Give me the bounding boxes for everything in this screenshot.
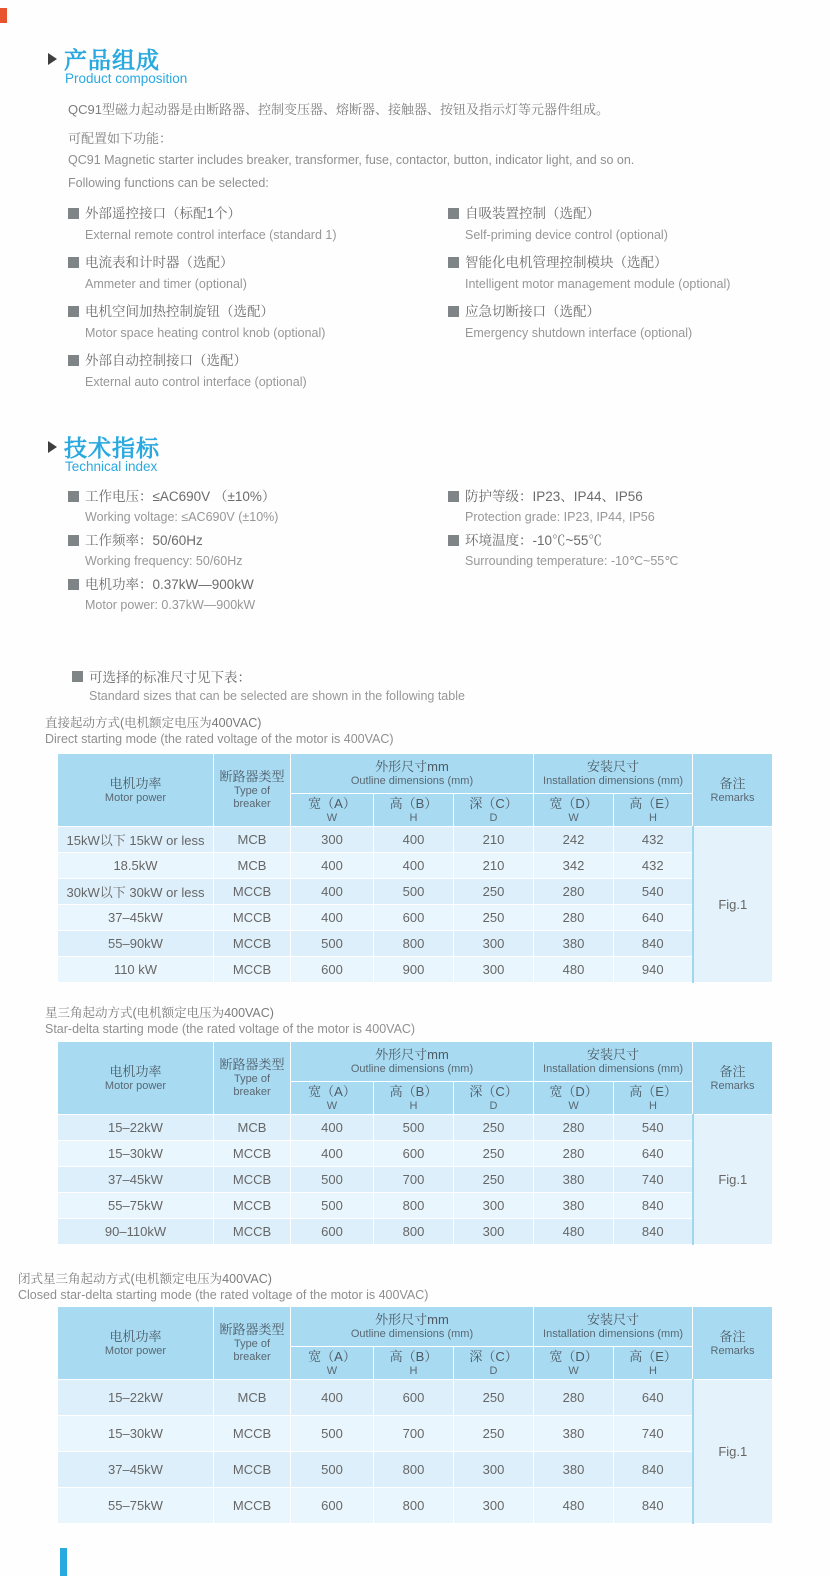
header-label-en: H — [409, 1364, 418, 1377]
installation-dimensions-header — [534, 754, 693, 794]
header-label-en: Remarks — [710, 1079, 755, 1092]
motor-power-cell: 37–45kW — [58, 905, 214, 931]
dimension-cell: 250 — [454, 1115, 534, 1141]
feature-item — [68, 303, 337, 343]
header-label-cn: 电机功率 — [109, 1328, 162, 1344]
square-bullet-icon — [68, 491, 79, 502]
square-bullet-icon — [68, 579, 79, 590]
header-label-cn: 安装尺寸 — [587, 759, 640, 774]
dimension-subheader — [534, 1347, 614, 1380]
header-label-cn: 高（E） — [629, 1348, 677, 1364]
dimension-cell: 250 — [454, 905, 534, 931]
header-label-en: D — [489, 1099, 498, 1112]
spec-item — [68, 486, 278, 528]
header-label-cn: 备注 — [719, 1328, 746, 1344]
dimension-cell: 400 — [291, 1141, 374, 1167]
motor-power-header — [58, 754, 214, 827]
breaker-type-cell: MCCB — [214, 905, 291, 931]
table-row — [58, 1141, 773, 1167]
dimension-cell: 400 — [374, 853, 454, 879]
header-label-cn: 高（E） — [629, 1083, 677, 1099]
dimension-cell: 640 — [614, 905, 693, 931]
remarks-header — [693, 1307, 773, 1380]
breaker-type-cell: MCCB — [214, 1452, 291, 1488]
table-header-row — [58, 754, 773, 794]
dimension-cell: 432 — [614, 827, 693, 853]
header-label-cn: 宽（A） — [308, 1083, 356, 1099]
motor-power-cell: 15–22kW — [58, 1115, 214, 1141]
dimension-cell: 740 — [614, 1167, 693, 1193]
header-label-en: Type of breaker — [233, 785, 271, 810]
header-label-en: Motor power — [104, 1344, 167, 1357]
dimension-cell: 380 — [534, 1452, 614, 1488]
spec-label-cn: 工作频率：50/60Hz — [85, 533, 203, 548]
breaker-type-cell: MCCB — [214, 879, 291, 905]
dimension-cell: 250 — [454, 879, 534, 905]
spec-item — [68, 574, 278, 616]
feature-label-en: Ammeter and timer (optional) — [85, 277, 247, 291]
dimension-cell: 400 — [291, 853, 374, 879]
header-label-en: W — [568, 811, 579, 824]
dimension-cell: 400 — [374, 827, 454, 853]
dimension-cell: 600 — [374, 1380, 454, 1416]
dimension-subheader — [454, 794, 534, 827]
dimension-cell: 300 — [454, 1219, 534, 1245]
header-label-en: D — [489, 1364, 498, 1377]
feature-label-en: Self-priming device control (optional) — [465, 228, 668, 242]
breaker-type-cell: MCCB — [214, 957, 291, 983]
dimension-subheader — [614, 794, 693, 827]
dimension-cell: 540 — [614, 879, 693, 905]
dimension-cell: 432 — [614, 853, 693, 879]
triangle-bullet-icon — [48, 441, 57, 453]
header-label-cn: 宽（D） — [549, 1083, 598, 1099]
dimension-cell: 840 — [614, 1193, 693, 1219]
motor-power-cell: 55–75kW — [58, 1488, 214, 1524]
header-label-en: W — [568, 1099, 579, 1112]
table-row — [58, 1416, 773, 1452]
dimension-cell: 480 — [534, 1488, 614, 1524]
dimension-cell: 600 — [374, 1141, 454, 1167]
header-label-cn: 深（C） — [469, 795, 518, 811]
breaker-type-cell: MCCB — [214, 1488, 291, 1524]
header-label-en: Installation dimensions (mm) — [543, 1063, 684, 1075]
header-label-cn: 外形尺寸mm — [375, 1312, 449, 1327]
header-label-en: H — [649, 811, 657, 824]
dimension-cell: 500 — [374, 879, 454, 905]
intro-paragraph2-cn: 可配置如下功能： — [68, 131, 173, 146]
installation-dimensions-header — [534, 1042, 693, 1082]
header-label-en: H — [409, 811, 418, 824]
header-label-en: W — [568, 1364, 579, 1377]
header-label-en: Remarks — [710, 1344, 755, 1357]
header-label-cn: 宽（A） — [308, 795, 356, 811]
dimension-cell: 500 — [374, 1115, 454, 1141]
table-row — [58, 853, 773, 879]
dimension-cell: 600 — [374, 905, 454, 931]
header-label-en: Outline dimensions (mm) — [350, 1063, 474, 1075]
dimension-cell: 400 — [291, 905, 374, 931]
header-label-cn: 断路器类型 — [219, 1322, 285, 1337]
page-bottom-mark — [60, 1548, 67, 1576]
header-label-cn: 高（B） — [389, 1083, 438, 1099]
spec-item — [68, 530, 278, 572]
header-label-en: Motor power — [104, 1079, 167, 1092]
dimension-cell: 540 — [614, 1115, 693, 1141]
dimension-cell: 300 — [454, 1488, 534, 1524]
outline-dimensions-header — [291, 1042, 534, 1082]
motor-power-cell: 15–30kW — [58, 1416, 214, 1452]
section-title-cn: 产品组成 — [64, 47, 160, 73]
breaker-type-cell: MCCB — [214, 1141, 291, 1167]
feature-item — [68, 352, 337, 392]
features-left-column — [68, 205, 337, 401]
motor-power-cell: 15–22kW — [58, 1380, 214, 1416]
feature-item — [448, 303, 730, 343]
motor-power-cell: 110 kW — [58, 957, 214, 983]
motor-power-cell: 55–75kW — [58, 1193, 214, 1219]
dimension-cell: 300 — [291, 827, 374, 853]
header-label-cn: 高（B） — [389, 1348, 438, 1364]
table1-caption-cn: 直接起动方式(电机额定电压为400VAC) — [45, 716, 262, 730]
dimension-cell: 380 — [534, 1193, 614, 1219]
square-bullet-icon — [68, 208, 79, 219]
header-label-cn: 安装尺寸 — [587, 1047, 640, 1062]
header-label-en: H — [649, 1099, 657, 1112]
header-label-cn: 宽（A） — [308, 1348, 356, 1364]
dimension-cell: 800 — [374, 1452, 454, 1488]
header-label-cn: 断路器类型 — [219, 769, 285, 784]
motor-power-header — [58, 1042, 214, 1115]
remarks-header — [693, 754, 773, 827]
intro-paragraph2-en: Following functions can be selected: — [68, 176, 269, 190]
table-row — [58, 1115, 773, 1141]
dimension-cell: 800 — [374, 1488, 454, 1524]
dimension-cell: 400 — [291, 879, 374, 905]
specs-left-column — [68, 486, 278, 618]
dimension-cell: 210 — [454, 827, 534, 853]
square-bullet-icon — [72, 671, 83, 682]
dimension-cell: 800 — [374, 1219, 454, 1245]
spec-item — [448, 486, 678, 528]
header-label-cn: 备注 — [719, 775, 746, 791]
header-label-en: W — [326, 1364, 338, 1377]
features-right-column — [448, 205, 730, 352]
dimension-subheader — [614, 1082, 693, 1115]
dimension-cell: 500 — [291, 1452, 374, 1488]
square-bullet-icon — [448, 306, 459, 317]
spec-item — [448, 530, 678, 572]
square-bullet-icon — [68, 257, 79, 268]
header-label-cn: 宽（D） — [549, 795, 598, 811]
dimension-cell: 250 — [454, 1380, 534, 1416]
breaker-type-cell: MCB — [214, 853, 291, 879]
motor-power-cell: 30kW以下 30kW or less — [58, 879, 214, 905]
breaker-type-header — [214, 1307, 291, 1380]
dimension-cell: 280 — [534, 1141, 614, 1167]
dimension-cell: 900 — [374, 957, 454, 983]
dimension-cell: 800 — [374, 1193, 454, 1219]
table2-caption-en: Star-delta starting mode (the rated voltage of the motor is 400VAC) — [45, 1022, 416, 1036]
dimension-cell: 280 — [534, 1115, 614, 1141]
motor-power-header — [58, 1307, 214, 1380]
dimension-cell: 700 — [374, 1416, 454, 1452]
standard-sizes-en: Standard sizes that can be selected are shown in the following table — [89, 689, 465, 703]
header-label-en: Motor power — [104, 791, 167, 804]
dimension-cell: 250 — [454, 1416, 534, 1452]
header-label-en: Installation dimensions (mm) — [543, 775, 684, 787]
dimension-cell: 210 — [454, 853, 534, 879]
dimension-cell: 280 — [534, 905, 614, 931]
header-label-cn: 电机功率 — [109, 1063, 162, 1079]
triangle-bullet-icon — [48, 53, 57, 65]
table-row — [58, 1452, 773, 1488]
remark-cell: Fig.1 — [693, 1115, 773, 1245]
header-label-en: Type of breaker — [233, 1338, 271, 1363]
breaker-type-header — [214, 754, 291, 827]
table-row — [58, 827, 773, 853]
dimension-cell: 380 — [534, 1167, 614, 1193]
feature-label-cn: 外部自动控制接口（选配） — [85, 353, 247, 368]
table-row — [58, 879, 773, 905]
header-label-en: D — [489, 811, 498, 824]
table3-caption-en: Closed star-delta starting mode (the rated voltage of the motor is 400VAC) — [18, 1288, 429, 1302]
star-delta-table — [57, 1041, 772, 1245]
dimension-cell: 500 — [291, 1193, 374, 1219]
dimension-cell: 840 — [614, 1219, 693, 1245]
header-label-en: H — [409, 1099, 418, 1112]
intro-paragraph-en: QC91 Magnetic starter includes breaker, transformer, fuse, contactor, button, indicator light, and so on. — [68, 153, 635, 167]
dimension-cell: 250 — [454, 1167, 534, 1193]
header-label-en: W — [326, 811, 338, 824]
feature-label-en: External auto control interface (optional) — [85, 375, 307, 389]
spec-label-en: Working voltage: ≤AC690V (±10%) — [85, 510, 279, 524]
motor-power-cell: 37–45kW — [58, 1167, 214, 1193]
header-label-cn: 高（B） — [389, 795, 438, 811]
dimension-subheader — [534, 794, 614, 827]
header-label-cn: 深（C） — [469, 1083, 518, 1099]
feature-label-en: Motor space heating control knob (optional) — [85, 326, 326, 340]
dimension-cell: 500 — [291, 1167, 374, 1193]
table-row — [58, 957, 773, 983]
square-bullet-icon — [448, 257, 459, 268]
dimension-cell: 840 — [614, 1452, 693, 1488]
header-label-en: H — [649, 1364, 657, 1377]
page-corner-mark — [0, 8, 7, 23]
feature-label-cn: 外部遥控接口（标配1个） — [85, 206, 242, 221]
dimension-cell: 840 — [614, 1488, 693, 1524]
breaker-type-cell: MCCB — [214, 931, 291, 957]
spec-label-en: Motor power: 0.37kW—900kW — [85, 598, 256, 612]
remarks-header — [693, 1042, 773, 1115]
feature-label-cn: 电流表和计时器（选配） — [85, 255, 234, 270]
dimension-cell: 380 — [534, 931, 614, 957]
dimension-cell: 380 — [534, 1416, 614, 1452]
dimension-cell: 280 — [534, 1380, 614, 1416]
dimension-subheader — [454, 1347, 534, 1380]
specs-right-column — [448, 486, 678, 574]
square-bullet-icon — [68, 535, 79, 546]
dimension-cell: 640 — [614, 1380, 693, 1416]
square-bullet-icon — [448, 208, 459, 219]
motor-power-cell: 18.5kW — [58, 853, 214, 879]
breaker-type-cell: MCB — [214, 827, 291, 853]
section-title-cn: 技术指标 — [64, 435, 160, 461]
motor-power-cell: 15–30kW — [58, 1141, 214, 1167]
dimensions-table — [57, 1041, 773, 1245]
header-label-en: Remarks — [710, 791, 755, 804]
dimension-subheader — [374, 794, 454, 827]
header-label-cn: 深（C） — [469, 1348, 518, 1364]
dimension-subheader — [454, 1082, 534, 1115]
section-title-en: Technical index — [65, 459, 158, 474]
table-header-row — [58, 1042, 773, 1082]
dimension-subheader — [291, 794, 374, 827]
dimension-subheader — [291, 1082, 374, 1115]
breaker-type-cell: MCB — [214, 1380, 291, 1416]
feature-item — [68, 205, 337, 245]
table-row — [58, 931, 773, 957]
dimension-cell: 400 — [291, 1380, 374, 1416]
feature-label-en: External remote control interface (standard 1) — [85, 228, 337, 242]
spec-label-cn: 工作电压：≤AC690V （±10%） — [85, 489, 276, 504]
motor-power-cell: 90–110kW — [58, 1219, 214, 1245]
closed-star-delta-table — [57, 1306, 772, 1524]
intro-paragraph-cn: QC91型磁力起动器是由断路器、控制变压器、熔断器、接触器、按钮及指示灯等元器件组成。 — [68, 102, 609, 117]
dimension-cell: 940 — [614, 957, 693, 983]
feature-label-en: Intelligent motor management module (optional) — [465, 277, 731, 291]
feature-label-cn: 自吸装置控制（选配） — [465, 206, 600, 221]
header-label-cn: 高（E） — [629, 795, 677, 811]
spec-label-en: Working frequency: 50/60Hz — [85, 554, 243, 568]
header-label-en: Outline dimensions (mm) — [350, 775, 474, 787]
direct-start-table — [57, 753, 772, 983]
standard-sizes-cn: 可选择的标准尺寸见下表： — [89, 670, 251, 685]
outline-dimensions-header — [291, 1307, 534, 1347]
header-label-en: Type of breaker — [233, 1073, 271, 1098]
outline-dimensions-header — [291, 754, 534, 794]
dimension-subheader — [291, 1347, 374, 1380]
dimension-cell: 300 — [454, 1193, 534, 1219]
dimension-cell: 300 — [454, 1452, 534, 1488]
motor-power-cell: 37–45kW — [58, 1452, 214, 1488]
table-row — [58, 1167, 773, 1193]
breaker-type-header — [214, 1042, 291, 1115]
table-row — [58, 1219, 773, 1245]
dimension-cell: 500 — [291, 1416, 374, 1452]
table3-caption-cn: 闭式星三角起动方式(电机额定电压为400VAC) — [18, 1272, 272, 1286]
header-label-en: Installation dimensions (mm) — [543, 1328, 684, 1340]
dimension-cell: 600 — [291, 1219, 374, 1245]
spec-label-cn: 环境温度：-10℃~55℃ — [465, 533, 602, 548]
dimension-cell: 300 — [454, 957, 534, 983]
square-bullet-icon — [68, 355, 79, 366]
spec-label-cn: 防护等级：IP23、IP44、IP56 — [465, 489, 643, 504]
table-row — [58, 905, 773, 931]
dimension-cell: 480 — [534, 1219, 614, 1245]
dimension-cell: 700 — [374, 1167, 454, 1193]
spec-label-cn: 电机功率：0.37kW—900kW — [85, 577, 254, 592]
remark-cell: Fig.1 — [693, 827, 773, 983]
dimensions-table — [57, 1306, 773, 1524]
feature-label-cn: 智能化电机管理控制模块（选配） — [465, 255, 668, 270]
header-label-cn: 外形尺寸mm — [375, 759, 449, 774]
dimension-cell: 250 — [454, 1141, 534, 1167]
table-row — [58, 1488, 773, 1524]
header-label-cn: 宽（D） — [549, 1348, 598, 1364]
breaker-type-cell: MCB — [214, 1115, 291, 1141]
dimension-subheader — [534, 1082, 614, 1115]
dimension-cell: 600 — [291, 1488, 374, 1524]
dimension-cell: 800 — [374, 931, 454, 957]
dimension-cell: 600 — [291, 957, 374, 983]
dimension-cell: 342 — [534, 853, 614, 879]
feature-label-en: Emergency shutdown interface (optional) — [465, 326, 693, 340]
dimension-cell: 480 — [534, 957, 614, 983]
dimension-cell: 740 — [614, 1416, 693, 1452]
motor-power-cell: 15kW以下 15kW or less — [58, 827, 214, 853]
dimension-subheader — [614, 1347, 693, 1380]
table-row — [58, 1380, 773, 1416]
header-label-en: W — [326, 1099, 338, 1112]
breaker-type-cell: MCCB — [214, 1416, 291, 1452]
dimension-cell: 640 — [614, 1141, 693, 1167]
square-bullet-icon — [448, 535, 459, 546]
breaker-type-cell: MCCB — [214, 1193, 291, 1219]
header-label-cn: 外形尺寸mm — [375, 1047, 449, 1062]
feature-label-cn: 应急切断接口（选配） — [465, 304, 600, 319]
feature-item — [68, 254, 337, 294]
square-bullet-icon — [68, 306, 79, 317]
installation-dimensions-header — [534, 1307, 693, 1347]
header-label-cn: 安装尺寸 — [587, 1312, 640, 1327]
square-bullet-icon — [448, 491, 459, 502]
header-label-cn: 断路器类型 — [219, 1057, 285, 1072]
breaker-type-cell: MCCB — [214, 1167, 291, 1193]
remark-cell: Fig.1 — [693, 1380, 773, 1524]
dimension-cell: 500 — [291, 931, 374, 957]
table-header-row — [58, 1307, 773, 1347]
dimension-cell: 300 — [454, 931, 534, 957]
dimension-subheader — [374, 1082, 454, 1115]
table1-caption-en: Direct starting mode (the rated voltage of the motor is 400VAC) — [45, 732, 394, 746]
dimension-subheader — [374, 1347, 454, 1380]
table2-caption-cn: 星三角起动方式(电机额定电压为400VAC) — [45, 1006, 274, 1020]
breaker-type-cell: MCCB — [214, 1219, 291, 1245]
section-title-en: Product composition — [65, 71, 188, 86]
table-row — [58, 1193, 773, 1219]
header-label-cn: 备注 — [719, 1063, 746, 1079]
spec-label-en: Surrounding temperature: -10℃~55℃ — [465, 554, 679, 568]
header-label-cn: 电机功率 — [109, 775, 162, 791]
spec-label-en: Protection grade: IP23, IP44, IP56 — [465, 510, 655, 524]
feature-item — [448, 254, 730, 294]
dimensions-table — [57, 753, 773, 983]
header-label-en: Outline dimensions (mm) — [350, 1328, 474, 1340]
dimension-cell: 400 — [291, 1115, 374, 1141]
dimension-cell: 840 — [614, 931, 693, 957]
feature-label-cn: 电机空间加热控制旋钮（选配） — [85, 304, 274, 319]
feature-item — [448, 205, 730, 245]
dimension-cell: 280 — [534, 879, 614, 905]
dimension-cell: 242 — [534, 827, 614, 853]
motor-power-cell: 55–90kW — [58, 931, 214, 957]
